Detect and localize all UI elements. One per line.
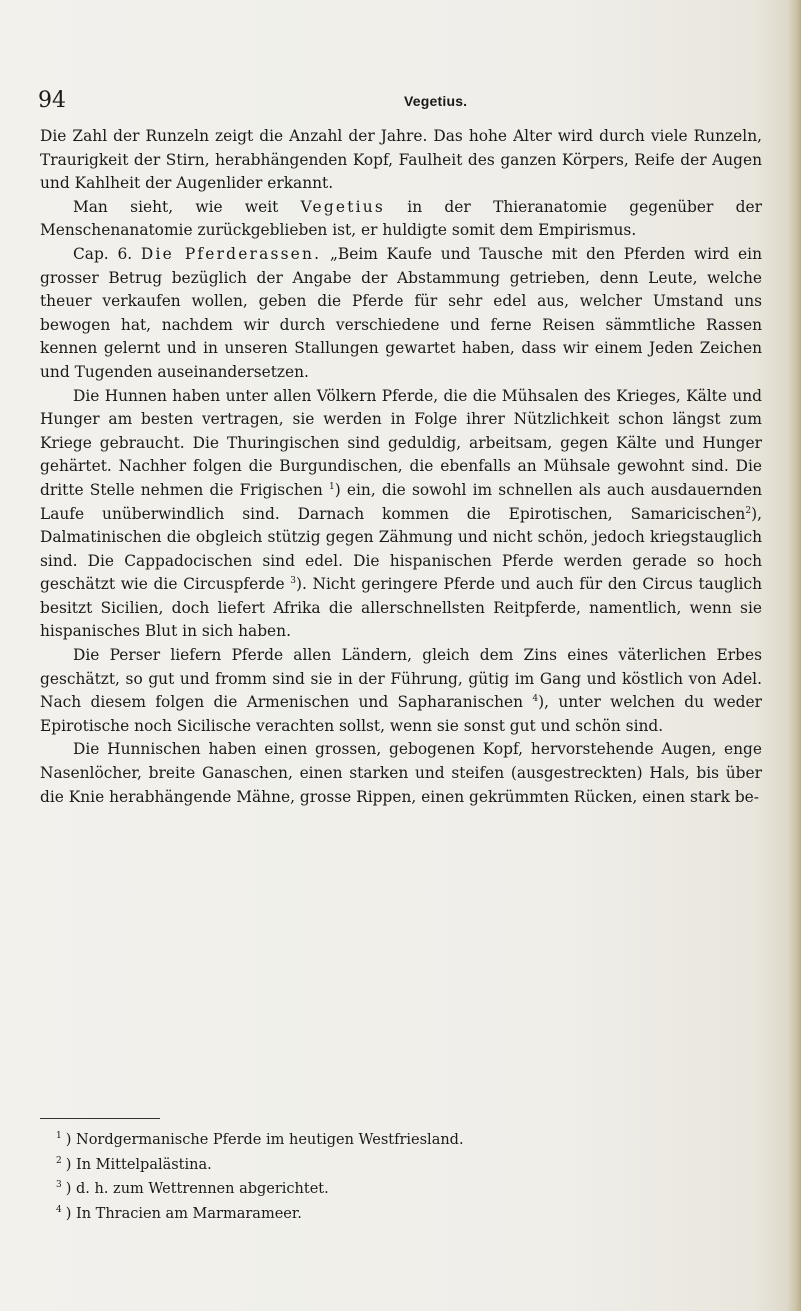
text-segment: Man sieht, wie weit	[73, 197, 301, 216]
footnote-mark: 4	[56, 1204, 62, 1215]
paragraph-wrinkles: Die Zahl der Runzeln zeigt die Anzahl der Jahre. Das hohe Alter wird durch viele Runzeln, Traurigkeit der Stirn, herabhängenden Kopf, Faulheit des ganzen Körpers, Reife der Augen und Kahlheit der Augenlider erkannt.	[40, 127, 762, 193]
body-text	[40, 125, 762, 809]
footnote-ref: 4	[532, 694, 539, 705]
paragraph-hunnic-horses: Die Hunnischen haben einen grossen, gebogenen Kopf, hervorstehende Augen, enge Nasenlöcher, breite Ganaschen, einen starken und steifen (ausgestreckten) Hals, bis über die Knie herabhängende Mähne, grosse Rippen, einen gekrümmten Rücken, einen stark be-	[40, 740, 762, 806]
text-segment: Die Hunnen haben unter allen Völkern Pferde, die die Mühsalen des Krieges, Kälte und Hunger am besten vertragen, sie werden in Folge ihrer Nützlichkeit schon längst zum Kriege gebraucht. Die Thuringischen sind geduldig, arbeitsam, gegen Kälte und Hunger gehärtet. Nachher folgen die Burgundischen, die ebenfalls an Mühsale gewohnt sind. Die dritte Stelle nehmen die Frigischen	[40, 386, 762, 499]
text-segment: in der Thieranatomie gegenüber der Menschenanatomie zurückgeblieben ist, er huldigte somit dem Empirismus.	[40, 197, 762, 240]
footnote-mark: 3	[56, 1180, 62, 1191]
author-name: Vegetius	[300, 197, 385, 216]
footnote	[40, 1202, 762, 1227]
chapter-label: Cap. 6.	[73, 244, 141, 263]
chapter-title: Die Pferderassen.	[140, 244, 322, 263]
footnote-text: ) Nordgermanische Pferde im heutigen Westfriesland.	[65, 1132, 464, 1148]
page-header	[38, 88, 760, 118]
footnotes	[40, 1128, 762, 1226]
paragraph-persian-horses	[40, 644, 762, 738]
footnote-mark: 2	[56, 1155, 62, 1166]
text-segment: ) ein, die sowohl im schnellen als auch ausdauernden Laufe unüberwindlich sind. Darnach kommen die Epirotischen, Samaricischen	[40, 480, 762, 523]
footnote	[40, 1177, 762, 1202]
footnote-ref: 1	[328, 481, 335, 492]
paragraph-empiricism	[40, 196, 762, 243]
page-edge-shadow	[787, 0, 801, 1311]
paragraph-chapter-6	[40, 243, 762, 385]
footnote-ref: 2	[745, 505, 752, 516]
text-segment: ), Dalmatinischen die obgleich stützig gegen Zähmung und nicht schön, jedoch kriegstauglich sind. Die Cappadocischen sind edel. Die hispanischen Pferde werden gerade so hoch geschätzt wie die Circuspferde	[40, 504, 762, 594]
text-segment: Die Perser liefern Pferde allen Ländern, gleich dem Zins eines väterlichen Erbes geschätzt, so gut und fromm sind sie in der Führung, gütig im Gang und köstlich von Adel. Nach diesem folgen die Armenischen und Sapharanischen	[40, 646, 762, 712]
footnote-divider	[40, 1118, 160, 1119]
footnote	[40, 1128, 762, 1153]
page-number: 94	[38, 88, 66, 113]
text-segment: ), unter welchen du weder Epirotische noch Sicilische verachten sollst, wenn sie sonst gut und schön sind.	[40, 693, 763, 735]
footnote-text: ) In Thracien am Marmarameer.	[65, 1205, 302, 1222]
footnote-ref: 3	[290, 576, 296, 587]
footnote-text: ) d. h. zum Wettrennen abgerichtet.	[65, 1181, 329, 1197]
footnote-text: ) In Mittelpalästina.	[65, 1156, 212, 1173]
text-segment: „Beim Kaufe und Tausche mit den Pferden wird ein grosser Betrug bezüglich der Angabe der Abstammung getrieben, denn Leute, welche theuer verkaufen wollen, geben die Pferde für sehr edel aus, welcher Umstand uns bewogen hat, nachdem wir durch verschiedene und ferne Reisen sämmtliche Rassen kennen gelernt und in unseren Stallungen gewartet haben, dass wir einem Jeden Zeichen und Tugenden auseinandersetzen.	[40, 244, 762, 381]
text-segment: ). Nicht geringere Pferde und auch für den Circus tauglich besitzt Sicilien, doch liefert Afrika die allerschnellsten Reitpferde, namentlich, wenn sie hispanisches Blut in sich haben.	[40, 575, 762, 641]
footnote	[40, 1153, 762, 1178]
paragraph-horse-breeds	[40, 385, 762, 645]
running-title: Vegetius.	[404, 93, 468, 109]
footnote-mark: 1	[56, 1131, 62, 1142]
